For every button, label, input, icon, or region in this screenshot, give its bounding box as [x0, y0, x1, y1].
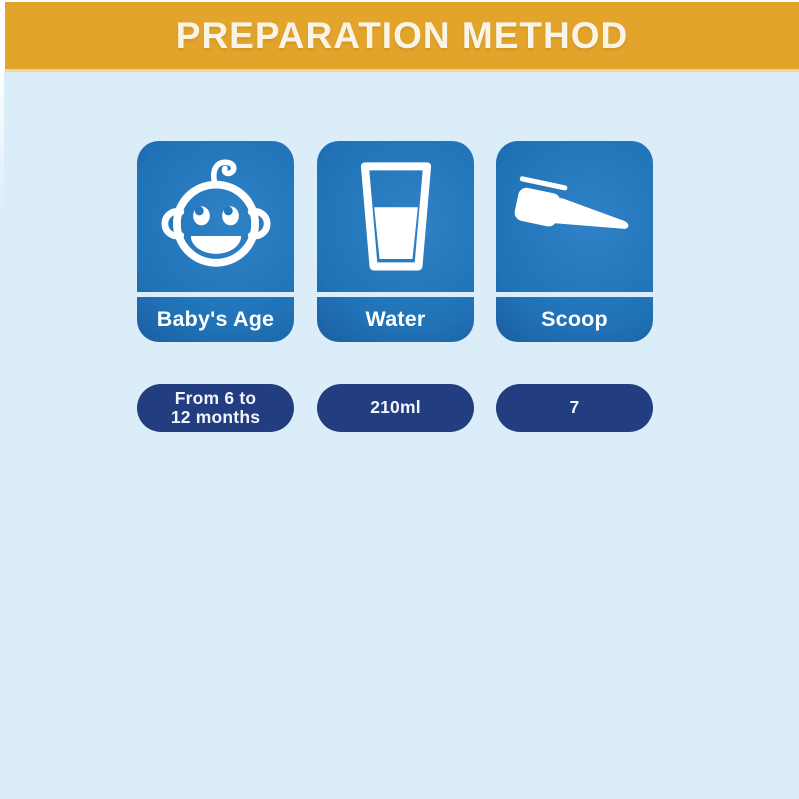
- water-glass-icon: [317, 141, 474, 292]
- card-water: [317, 141, 474, 342]
- card-label-babys-age: Baby's Age: [156, 307, 275, 331]
- pill-text-line1: 7: [569, 397, 580, 418]
- pill-babys-age-value: [137, 384, 294, 432]
- card-scoop: [496, 141, 653, 342]
- card-babys-age: [137, 141, 294, 342]
- page-title: PREPARATION METHOD: [175, 14, 629, 56]
- pill-scoop-value: [496, 384, 653, 432]
- card-label-water: Water: [365, 307, 426, 331]
- pill-text-line1: From 6 to: [174, 387, 257, 408]
- left-edge-strip: [0, 72, 4, 212]
- header-bar: [5, 2, 799, 72]
- baby-face-icon: [137, 141, 294, 292]
- pill-text-line2: 12 months: [170, 407, 261, 427]
- pill-text-line1: 210ml: [370, 397, 421, 418]
- pill-water-value: [317, 384, 474, 432]
- card-label-scoop: Scoop: [541, 307, 608, 331]
- scoop-icon: [496, 141, 653, 292]
